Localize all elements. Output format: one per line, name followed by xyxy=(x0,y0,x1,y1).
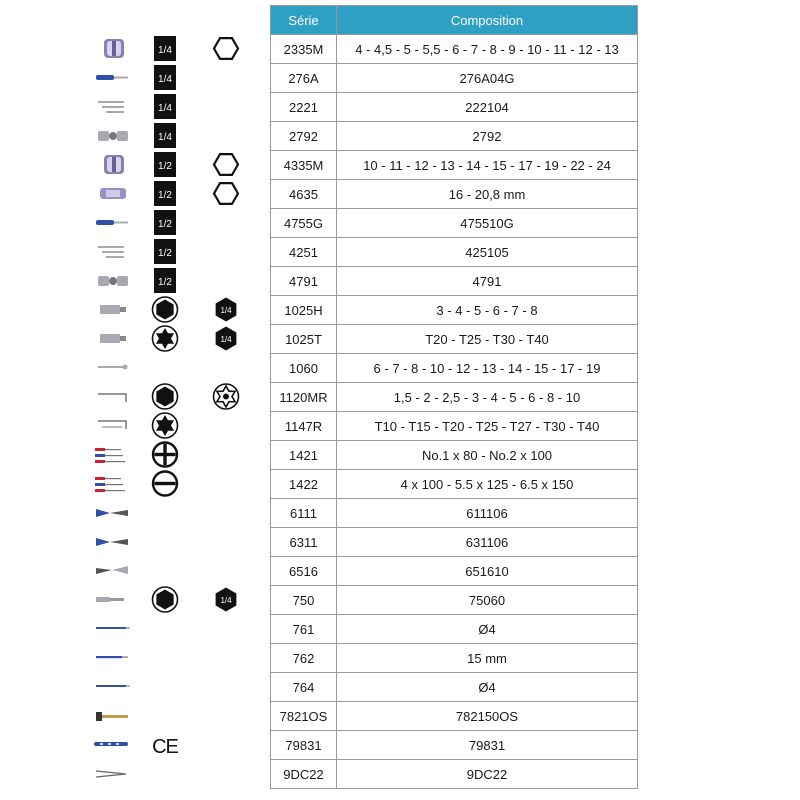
svg-text:1/2: 1/2 xyxy=(158,248,172,259)
composition-cell: 9DC22 xyxy=(337,760,638,789)
icon-row xyxy=(0,121,265,150)
socket-tool-icon xyxy=(92,38,130,59)
drive-square-1-2-icon xyxy=(150,267,180,294)
svg-text:1/4: 1/4 xyxy=(158,103,172,114)
serie-cell: 4335M xyxy=(271,151,337,180)
serie-cell: 1422 xyxy=(271,470,337,499)
icon-row xyxy=(0,208,265,237)
icon-row xyxy=(0,759,265,788)
serie-cell: 2221 xyxy=(271,93,337,122)
icon-row xyxy=(0,614,265,643)
ce-mark-icon xyxy=(150,731,180,758)
table-row xyxy=(271,673,638,702)
universal-joint-tool-icon xyxy=(92,270,130,291)
chisel-tool-icon xyxy=(92,647,130,668)
pliers-tool-icon xyxy=(92,531,130,552)
punch-tool-icon xyxy=(92,676,130,697)
composition-cell: Ø4 xyxy=(337,615,638,644)
hex-outline-icon xyxy=(211,180,241,207)
composition-cell: Ø4 xyxy=(337,673,638,702)
composition-cell: T10 - T15 - T20 - T25 - T27 - T30 - T40 xyxy=(337,412,638,441)
composition-cell: 475510G xyxy=(337,209,638,238)
svg-text:1/4: 1/4 xyxy=(220,335,232,344)
icon-row xyxy=(0,324,265,353)
drive-square-1-2-icon xyxy=(150,209,180,236)
composition-cell: 15 mm xyxy=(337,644,638,673)
table-row xyxy=(271,441,638,470)
punch-tool-icon xyxy=(92,618,130,639)
serie-cell: 1421 xyxy=(271,441,337,470)
slotted-profile-icon xyxy=(150,470,180,497)
svg-text:1/2: 1/2 xyxy=(158,277,172,288)
composition-cell: 16 - 20,8 mm xyxy=(337,180,638,209)
table-row xyxy=(271,354,638,383)
serie-cell: 1025T xyxy=(271,325,337,354)
serie-cell: 9DC22 xyxy=(271,760,337,789)
icon-row xyxy=(0,643,265,672)
icon-row xyxy=(0,382,265,411)
phillips-profile-icon xyxy=(150,441,180,468)
drive-square-1-2-icon xyxy=(150,238,180,265)
hex-bit-profile-icon xyxy=(150,586,180,613)
drive-square-1-2-icon xyxy=(150,180,180,207)
table-row xyxy=(271,93,638,122)
header-composition: Composition xyxy=(337,6,638,35)
icon-row xyxy=(0,353,265,382)
table-row xyxy=(271,151,638,180)
serie-cell: 1120MR xyxy=(271,383,337,412)
table-row xyxy=(271,122,638,151)
icon-row xyxy=(0,730,265,759)
serie-cell: 1060 xyxy=(271,354,337,383)
table-row xyxy=(271,35,638,64)
table-row xyxy=(271,180,638,209)
icon-row xyxy=(0,498,265,527)
table-row xyxy=(271,731,638,760)
table-row xyxy=(271,615,638,644)
drive-square-1-4-icon xyxy=(150,122,180,149)
table-header-row xyxy=(271,6,638,35)
icon-row xyxy=(0,527,265,556)
hex-bit-profile-icon xyxy=(150,296,180,323)
table-body xyxy=(271,35,638,789)
icon-row xyxy=(0,411,265,440)
torx-profile-icon xyxy=(150,412,180,439)
composition-cell: 3 - 4 - 5 - 6 - 7 - 8 xyxy=(337,296,638,325)
serie-cell: 6516 xyxy=(271,557,337,586)
table-row xyxy=(271,209,638,238)
serie-cell: 761 xyxy=(271,615,337,644)
svg-text:CE: CE xyxy=(152,736,178,758)
serie-cell: 1025H xyxy=(271,296,337,325)
drive-square-1-4-icon xyxy=(150,35,180,62)
composition-cell: 222104 xyxy=(337,93,638,122)
screwdriver-tool-icon xyxy=(92,473,130,494)
icon-row xyxy=(0,556,265,585)
svg-text:1/4: 1/4 xyxy=(158,45,172,56)
extension-bars-tool-icon xyxy=(92,241,130,262)
table-row xyxy=(271,586,638,615)
hex-key-tool-icon xyxy=(92,386,130,407)
table-row xyxy=(271,644,638,673)
bit-tool-icon xyxy=(92,328,130,349)
composition-cell: 4791 xyxy=(337,267,638,296)
composition-cell: 79831 xyxy=(337,731,638,760)
screwdriver-tool-icon xyxy=(92,444,130,465)
icon-row xyxy=(0,469,265,498)
table-row xyxy=(271,760,638,789)
serie-cell: 7821OS xyxy=(271,702,337,731)
composition-cell: T20 - T25 - T30 - T40 xyxy=(337,325,638,354)
svg-text:1/4: 1/4 xyxy=(220,306,232,315)
composition-cell: 2792 xyxy=(337,122,638,151)
serie-cell: 6111 xyxy=(271,499,337,528)
composition-cell: 611106 xyxy=(337,499,638,528)
hex-bit-profile-icon xyxy=(150,383,180,410)
serie-cell: 6311 xyxy=(271,528,337,557)
table-row xyxy=(271,325,638,354)
tester-tool-icon xyxy=(92,734,130,755)
composition-cell: 4 x 100 - 5.5 x 125 - 6.5 x 150 xyxy=(337,470,638,499)
hammer-tool-icon xyxy=(92,705,130,726)
table-row xyxy=(271,557,638,586)
header-serie: Série xyxy=(271,6,337,35)
torx-key-tool-icon xyxy=(92,415,130,436)
serie-cell: 4791 xyxy=(271,267,337,296)
table-row xyxy=(271,702,638,731)
serie-cell: 764 xyxy=(271,673,337,702)
icon-column xyxy=(0,34,265,788)
hex-star-outline-icon xyxy=(211,383,241,410)
table-row xyxy=(271,296,638,325)
table-row xyxy=(271,528,638,557)
serie-cell: 79831 xyxy=(271,731,337,760)
composition-table xyxy=(270,5,638,789)
drive-square-1-4-icon xyxy=(150,93,180,120)
spark-plug-socket-tool-icon xyxy=(92,183,130,204)
hex-shank-1-4-icon xyxy=(211,325,241,352)
svg-text:1/4: 1/4 xyxy=(158,132,172,143)
spinner-handle-tool-icon xyxy=(92,212,130,233)
bit-tool-icon xyxy=(92,299,130,320)
icon-row xyxy=(0,63,265,92)
serie-cell: 2335M xyxy=(271,35,337,64)
svg-text:1/2: 1/2 xyxy=(158,219,172,230)
hex-outline-icon xyxy=(211,35,241,62)
icon-row xyxy=(0,34,265,63)
extension-bars-tool-icon xyxy=(92,96,130,117)
serie-cell: 4251 xyxy=(271,238,337,267)
hex-shank-1-4-icon xyxy=(211,586,241,613)
svg-text:1/2: 1/2 xyxy=(158,190,172,201)
composition-cell: 631106 xyxy=(337,528,638,557)
serie-cell: 276A xyxy=(271,64,337,93)
icon-row xyxy=(0,585,265,614)
composition-cell: 10 - 11 - 12 - 13 - 14 - 15 - 17 - 19 - 22 - 24 xyxy=(337,151,638,180)
hex-outline-icon xyxy=(211,151,241,178)
icon-row xyxy=(0,237,265,266)
drive-square-1-4-icon xyxy=(150,64,180,91)
table-row xyxy=(271,412,638,441)
table-row xyxy=(271,238,638,267)
icon-row xyxy=(0,179,265,208)
tweezers-tool-icon xyxy=(92,763,130,784)
composition-cell: 276A04G xyxy=(337,64,638,93)
wrench-tool-icon xyxy=(92,357,130,378)
composition-cell: No.1 x 80 - No.2 x 100 xyxy=(337,441,638,470)
composition-cell: 6 - 7 - 8 - 10 - 12 - 13 - 14 - 15 - 17 - 19 xyxy=(337,354,638,383)
icon-row xyxy=(0,295,265,324)
adjustable-pliers-tool-icon xyxy=(92,560,130,581)
icon-row xyxy=(0,266,265,295)
table-row xyxy=(271,64,638,93)
pliers-tool-icon xyxy=(92,502,130,523)
universal-joint-tool-icon xyxy=(92,125,130,146)
icon-row xyxy=(0,440,265,469)
svg-text:1/2: 1/2 xyxy=(158,161,172,172)
table-row xyxy=(271,499,638,528)
serie-cell: 4635 xyxy=(271,180,337,209)
serie-cell: 4755G xyxy=(271,209,337,238)
icon-row xyxy=(0,150,265,179)
composition-cell: 782150OS xyxy=(337,702,638,731)
icon-row xyxy=(0,92,265,121)
spinner-handle-tool-icon xyxy=(92,67,130,88)
socket-tool-icon xyxy=(92,154,130,175)
icon-row xyxy=(0,701,265,730)
composition-cell: 425105 xyxy=(337,238,638,267)
serie-cell: 762 xyxy=(271,644,337,673)
icon-row xyxy=(0,672,265,701)
composition-cell: 4 - 4,5 - 5 - 5,5 - 6 - 7 - 8 - 9 - 10 - 11 - 12 - 13 xyxy=(337,35,638,64)
composition-cell: 1,5 - 2 - 2,5 - 3 - 4 - 5 - 6 - 8 - 10 xyxy=(337,383,638,412)
table-row xyxy=(271,267,638,296)
hex-shank-1-4-icon xyxy=(211,296,241,323)
drive-square-1-2-icon xyxy=(150,151,180,178)
torx-profile-icon xyxy=(150,325,180,352)
serie-cell: 750 xyxy=(271,586,337,615)
composition-cell: 651610 xyxy=(337,557,638,586)
serie-cell: 1147R xyxy=(271,412,337,441)
serie-cell: 2792 xyxy=(271,122,337,151)
table-row xyxy=(271,383,638,412)
composition-cell: 75060 xyxy=(337,586,638,615)
table-row xyxy=(271,470,638,499)
bit-holder-tool-icon xyxy=(92,589,130,610)
svg-text:1/4: 1/4 xyxy=(158,74,172,85)
svg-text:1/4: 1/4 xyxy=(220,596,232,605)
